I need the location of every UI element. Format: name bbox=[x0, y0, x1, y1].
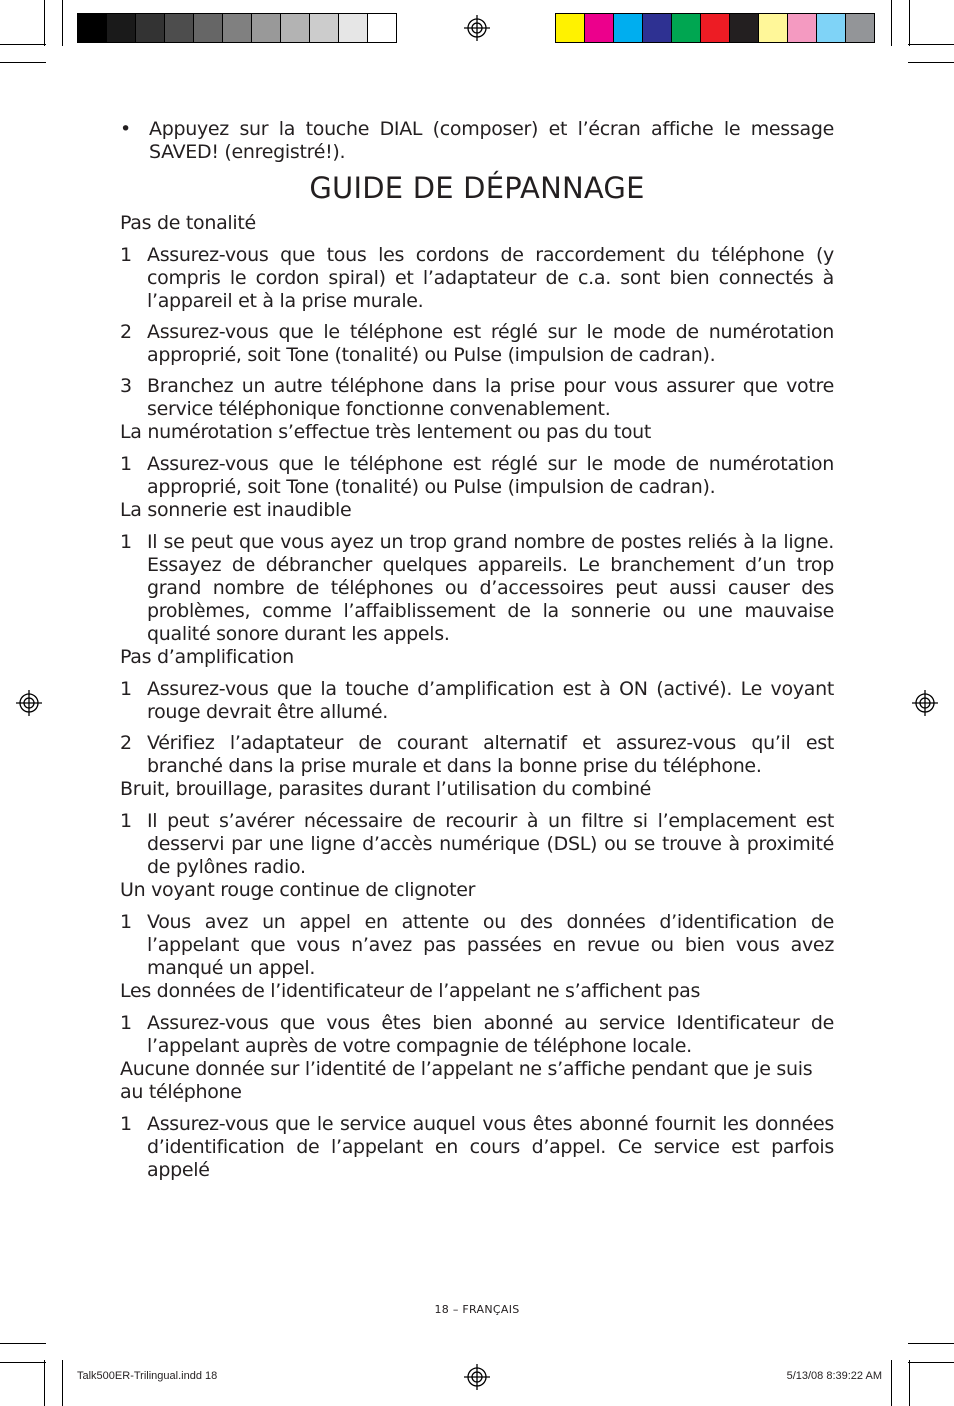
troubleshooting-step bbox=[120, 244, 834, 313]
step-text: Il peut s’avérer nécessaire de recourir à un filtre si l’emplacement est desservi par une ligne d’accès numérique (DSL) ou se trouve à proximité de pylônes radio. bbox=[147, 810, 834, 878]
slug-datetime: 5/13/08 8:39:22 AM bbox=[786, 1370, 882, 1382]
color-swatch bbox=[338, 13, 368, 43]
color-swatch bbox=[584, 13, 614, 43]
color-swatch bbox=[555, 13, 585, 43]
color-swatch bbox=[671, 13, 701, 43]
bullet-text: Appuyez sur la touche DIAL (composer) et l’écran affiche le message SAVED! (enregistré!). bbox=[149, 118, 834, 163]
slug-filename: Talk500ER-Trilingual.indd 18 bbox=[77, 1370, 218, 1382]
color-swatch bbox=[164, 13, 194, 43]
bullet-marker: • bbox=[120, 118, 131, 140]
page-footer: 18 – FRANÇAIS bbox=[434, 1303, 520, 1316]
step-number: 3 bbox=[120, 375, 132, 397]
color-swatch bbox=[367, 13, 397, 43]
section-heading: Bruit, brouillage, parasites durant l’utilisation du combiné bbox=[120, 778, 652, 800]
step-number: 1 bbox=[120, 1113, 132, 1135]
step-number: 2 bbox=[120, 321, 132, 343]
step-text: Vous avez un appel en attente ou des données d’identification de l’appelant que vous n’avez pas passées en revue ou bien vous avez manqué un appel. bbox=[147, 911, 834, 979]
troubleshooting-step bbox=[120, 1113, 834, 1182]
color-swatch bbox=[613, 13, 643, 43]
step-text: Assurez-vous que vous êtes bien abonné au service Identificateur de l’appelant auprès de votre compagnie de téléphone locale. bbox=[147, 1012, 834, 1057]
troubleshooting-step bbox=[120, 321, 834, 367]
color-swatch bbox=[193, 13, 223, 43]
step-text: Assurez-vous que le téléphone est réglé sur le mode de numérotation approprié, soit Tone (tonalité) ou Pulse (impulsion de cadran). bbox=[147, 321, 834, 366]
registration-mark-icon bbox=[464, 15, 490, 41]
color-swatch bbox=[845, 13, 875, 43]
color-swatch bbox=[729, 13, 759, 43]
section-heading: La sonnerie est inaudible bbox=[120, 499, 352, 521]
troubleshooting-step bbox=[120, 375, 834, 421]
color-swatch bbox=[787, 13, 817, 43]
troubleshooting-step bbox=[120, 531, 834, 646]
step-text: Assurez-vous que le téléphone est réglé sur le mode de numérotation approprié, soit Tone (tonalité) ou Pulse (impulsion de cadran). bbox=[147, 453, 834, 498]
troubleshooting-step bbox=[120, 732, 834, 778]
troubleshooting-step bbox=[120, 1012, 834, 1058]
registration-mark-icon bbox=[464, 1364, 490, 1390]
top-bullet bbox=[120, 118, 834, 164]
color-swatch bbox=[642, 13, 672, 43]
step-number: 1 bbox=[120, 531, 132, 553]
step-number: 1 bbox=[120, 453, 132, 475]
section-heading: Les données de l’identificateur de l’appelant ne s’affichent pas bbox=[120, 980, 701, 1002]
step-text: Assurez-vous que la touche d’amplification est à ON (activé). Le voyant rouge devrait être allumé. bbox=[147, 678, 834, 723]
section-heading: Pas d’amplification bbox=[120, 646, 294, 668]
section-heading: Un voyant rouge continue de clignoter bbox=[120, 879, 476, 901]
color-swatch bbox=[816, 13, 846, 43]
troubleshooting-step bbox=[120, 453, 834, 499]
troubleshooting-step bbox=[120, 810, 834, 879]
color-swatch bbox=[251, 13, 281, 43]
grayscale-calibration-bar bbox=[77, 13, 396, 43]
section-heading: Pas de tonalité bbox=[120, 212, 256, 234]
step-text: Assurez-vous que tous les cordons de raccordement du téléphone (y compris le cordon spiral) et l’adaptateur de c.a. sont bien connectés à l’appareil et à la prise murale. bbox=[147, 244, 834, 312]
step-text: Assurez-vous que le service auquel vous êtes abonné fournit les données d’identification de l’appelant en cours d’appel. Ce service est parfois appelé bbox=[147, 1113, 834, 1181]
troubleshooting-step bbox=[120, 911, 834, 980]
color-swatch bbox=[77, 13, 107, 43]
step-number: 1 bbox=[120, 678, 132, 700]
color-swatch bbox=[106, 13, 136, 43]
troubleshooting-sections bbox=[120, 212, 834, 1182]
color-swatch bbox=[309, 13, 339, 43]
color-swatch bbox=[758, 13, 788, 43]
step-number: 1 bbox=[120, 244, 132, 266]
page-title: GUIDE DE DÉPANNAGE bbox=[309, 171, 645, 205]
color-swatch bbox=[280, 13, 310, 43]
section-heading: La numérotation s’effectue très lentement ou pas du tout bbox=[120, 421, 652, 443]
color-calibration-bar bbox=[555, 13, 874, 43]
step-text: Il se peut que vous ayez un trop grand nombre de postes reliés à la ligne. Essayez de débrancher quelques appareils. Le branchement d’un trop grand nombre de téléphones ou d’accessoires peut aussi causer des problèmes, comme l’affaiblissement de la sonnerie ou une mauvaise qualité sonore durant les appels. bbox=[147, 531, 834, 645]
step-number: 1 bbox=[120, 810, 132, 832]
step-text: Vérifiez l’adaptateur de courant alternatif et assurez-vous qu’il est branché dans la prise murale et dans la bonne prise du téléphone. bbox=[147, 732, 834, 777]
step-number: 1 bbox=[120, 1012, 132, 1034]
registration-mark-icon bbox=[16, 690, 42, 716]
step-text: Branchez un autre téléphone dans la prise pour vous assurer que votre service téléphonique fonctionne convenablement. bbox=[147, 375, 834, 420]
color-swatch bbox=[135, 13, 165, 43]
step-number: 2 bbox=[120, 732, 132, 754]
troubleshooting-step bbox=[120, 678, 834, 724]
page-content bbox=[120, 118, 834, 1182]
section-heading: Aucune donnée sur l’identité de l’appelant ne s’affiche pendant que je suis au téléphone bbox=[120, 1058, 813, 1103]
step-number: 1 bbox=[120, 911, 132, 933]
color-swatch bbox=[222, 13, 252, 43]
registration-mark-icon bbox=[912, 690, 938, 716]
color-swatch bbox=[700, 13, 730, 43]
